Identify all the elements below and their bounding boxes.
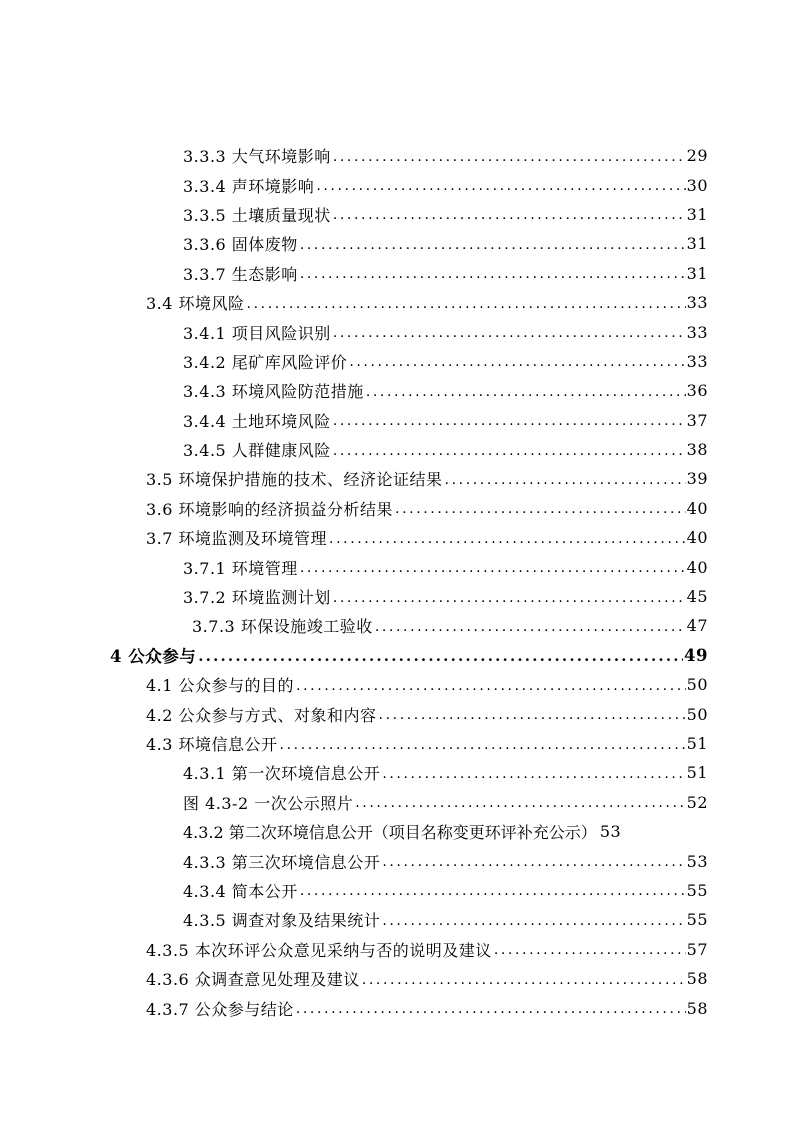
toc-entry[interactable] [0,641,794,670]
toc-page-number: 52 [686,792,708,812]
toc-entry-title: 3.3.3 大气环境影响 [183,147,331,167]
toc-page-number: 39 [686,469,708,489]
toc-page-number: 57 [686,939,708,959]
toc-entry[interactable] [0,699,794,728]
toc-page-number: 51 [686,763,708,783]
toc-dot-leader [382,851,685,871]
toc-entry[interactable] [0,846,794,875]
toc-entry[interactable] [0,817,794,846]
toc-page-number: 58 [686,969,708,989]
toc-entry-title: 3.3.7 生态影响 [183,264,298,284]
toc-entry-title: 3.3.4 声环境影响 [183,176,315,196]
toc-entry[interactable] [0,406,794,435]
toc-page-number: 38 [686,440,708,460]
toc-entry-title: 4.3.3 第三次环境信息公开 [183,852,381,872]
toc-entry-title: 3.4 环境风险 [146,294,245,314]
toc-dot-leader [375,616,686,636]
toc-entry[interactable] [0,229,794,258]
toc-entry-title: 4.3.5 调查对象及结果统计 [183,911,381,931]
toc-page-number: 31 [686,234,708,254]
toc-page-number: 30 [686,175,708,195]
toc-entry[interactable] [0,788,794,817]
toc-dot-leader [316,175,685,195]
toc-page-number: 40 [686,528,708,548]
toc-dot-leader [333,410,686,430]
toc-entry-title: 3.5 环境保护措施的技术、经济论证结果 [146,470,443,490]
toc-dot-leader [329,528,686,548]
toc-dot-leader [395,498,686,518]
toc-page-number: 49 [684,645,708,665]
toc-dot-leader [494,939,686,959]
toc-entry-title: 4 公众参与 [110,647,197,667]
toc-entry[interactable] [0,552,794,581]
toc-page-number: 37 [686,410,708,430]
toc-entry-title: 3.4.2 尾矿库风险评价 [183,352,348,372]
toc-entry-title: 3.4.5 人群健康风险 [183,441,331,461]
toc-page-number: 53 [599,822,622,842]
toc-entry-title: 3.4.4 土地环境风险 [183,411,331,431]
table-of-contents [0,141,794,1023]
toc-page-number: 50 [686,675,708,695]
toc-entry-title: 4.3.5 本次环评公众意见采纳与否的说明及建议 [146,940,492,960]
toc-page-number: 58 [686,998,708,1018]
toc-page-number: 40 [686,557,708,577]
toc-entry[interactable] [0,464,794,493]
toc-page-number: 29 [686,146,708,166]
toc-page-number: 47 [686,616,708,636]
toc-dot-leader [349,351,685,371]
toc-page-number: 55 [686,880,708,900]
toc-entry-title: 3.7.1 环境管理 [183,558,298,578]
toc-entry-title: 3.7.2 环境监测计划 [183,588,331,608]
toc-page-number: 50 [686,704,708,724]
toc-entry[interactable] [0,582,794,611]
toc-entry-title: 3.3.6 固体废物 [183,235,298,255]
toc-dot-leader [333,587,686,607]
toc-dot-leader [280,734,686,754]
toc-entry-title: 图 4.3-2 一次公示照片 [183,793,354,813]
toc-dot-leader [382,763,685,783]
toc-page-number: 31 [686,204,708,224]
toc-entry[interactable] [0,317,794,346]
toc-entry[interactable] [0,964,794,993]
toc-page-number: 51 [686,734,708,753]
toc-dot-leader [247,293,686,313]
toc-entry[interactable] [0,347,794,376]
toc-entry-title: 3.4.1 项目风险识别 [183,323,331,343]
toc-dot-leader [362,969,686,989]
toc-entry-title: 3.7 环境监测及环境管理 [146,529,328,549]
toc-entry-title: 3.4.3 环境风险防范措施 [183,382,364,402]
toc-entry-title: 4.1 公众参与的目的 [146,676,295,696]
toc-entry-title: 4.3.7 公众参与结论 [146,999,294,1019]
toc-dot-leader [355,792,685,812]
toc-dot-leader [296,998,686,1018]
toc-page-number: 53 [686,851,708,871]
toc-page-number: 45 [686,587,708,607]
toc-entry[interactable] [0,729,794,758]
toc-entry-title: 4.3.6 众调查意见处理及建议 [146,970,360,990]
toc-entry-title: 4.3 环境信息公开 [146,735,278,754]
toc-dot-leader [333,204,686,224]
toc-entry-title: 3.3.5 土壤质量现状 [183,205,331,225]
toc-entry[interactable] [0,993,794,1022]
toc-dot-leader [379,704,686,724]
toc-entry-title: 3.7.3 环保设施竣工验收 [192,617,373,637]
toc-dot-leader [300,263,686,283]
toc-entry[interactable] [0,905,794,934]
toc-entry[interactable] [0,611,794,640]
toc-entry-title: 4.3.1 第一次环境信息公开 [183,764,381,784]
toc-entry[interactable] [0,523,794,552]
toc-entry-title: 4.3.4 简本公开 [183,881,298,901]
toc-entry[interactable] [0,200,794,229]
toc-entry[interactable] [0,494,794,523]
toc-entry[interactable] [0,435,794,464]
toc-dot-leader [333,322,686,342]
toc-page-number: 33 [686,293,708,313]
toc-entry[interactable] [0,935,794,964]
toc-dot-leader [333,146,686,166]
toc-entry-title: 3.6 环境影响的经济损益分析结果 [146,499,394,519]
toc-entry[interactable] [0,758,794,787]
toc-page-number: 33 [686,351,708,371]
toc-dot-leader [296,675,686,695]
toc-entry[interactable] [0,141,794,170]
toc-page-number: 33 [686,322,708,342]
toc-entry[interactable] [0,170,794,199]
toc-dot-leader [366,381,686,401]
toc-entry[interactable] [0,259,794,288]
toc-entry[interactable] [0,876,794,905]
toc-dot-leader [300,557,686,577]
toc-entry[interactable] [0,670,794,699]
toc-page-number: 55 [686,910,708,930]
toc-page-number: 40 [686,498,708,518]
toc-entry-title: 4.3.2 第二次环境信息公开（项目名称变更环评补充公示） [183,823,597,843]
toc-entry[interactable] [0,288,794,317]
toc-dot-leader [300,234,686,254]
toc-page-number: 31 [686,263,708,283]
toc-entry-title: 4.2 公众参与方式、对象和内容 [146,705,377,725]
toc-page-number: 36 [686,381,708,401]
toc-dot-leader [333,440,686,460]
toc-dot-leader [198,645,683,665]
toc-dot-leader [382,910,685,930]
toc-dot-leader [445,469,686,489]
toc-dot-leader [300,880,686,900]
toc-entry[interactable] [0,376,794,405]
